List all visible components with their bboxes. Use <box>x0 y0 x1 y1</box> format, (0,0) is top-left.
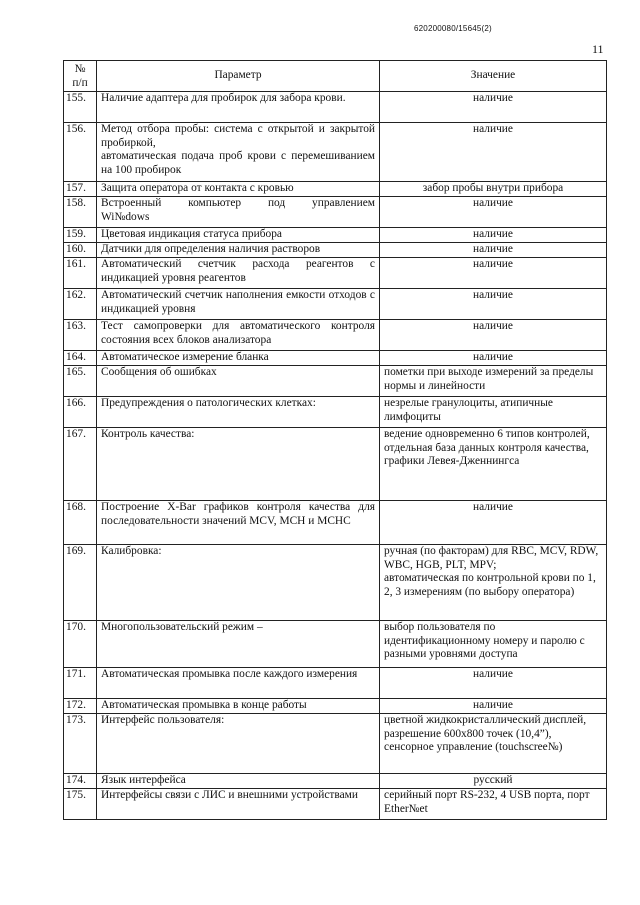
row-number: 163. <box>64 320 97 351</box>
row-value: пометки при выходе измерений за пределы нормы и линейности <box>380 366 607 397</box>
row-parameter: Сообщения об ошибках <box>97 366 380 397</box>
row-number: 158. <box>64 197 97 228</box>
row-number: 165. <box>64 366 97 397</box>
table-row <box>64 197 607 228</box>
row-value: наличие <box>380 320 607 351</box>
header-number: № п/п <box>64 61 97 92</box>
row-value: наличие <box>380 501 607 545</box>
row-parameter: Автоматический счетчик наполнения емкости отходов с индикацией уровня <box>97 289 380 320</box>
row-value: серийный порт RS-232, 4 USB порта, порт Ether№et <box>380 789 607 820</box>
row-number: 172. <box>64 699 97 714</box>
row-number: 170. <box>64 621 97 668</box>
row-parameter: Автоматический счетчик расхода реагентов с индикацией уровня реагентов <box>97 258 380 289</box>
row-number: 164. <box>64 351 97 366</box>
row-value: наличие <box>380 228 607 243</box>
row-parameter: Метод отбора пробы: система с открытой и закрытой пробиркой, автоматическая подача проб крови с перемешиванием на 100 пробирок <box>97 123 380 182</box>
row-number: 168. <box>64 501 97 545</box>
row-parameter: Наличие адаптера для пробирок для забора крови. <box>97 92 380 123</box>
row-value: наличие <box>380 123 607 182</box>
header-value: Значение <box>380 61 607 92</box>
row-value: наличие <box>380 351 607 366</box>
row-parameter: Цветовая индикация статуса прибора <box>97 228 380 243</box>
table-row <box>64 92 607 123</box>
row-parameter: Датчики для определения наличия растворов <box>97 243 380 258</box>
table-row <box>64 789 607 820</box>
row-parameter: Встроенный компьютер под управлением Wi№dows <box>97 197 380 228</box>
row-parameter: Калибровка: <box>97 545 380 621</box>
row-value: незрелые гранулоциты, атипичные лимфоциты <box>380 397 607 428</box>
row-number: 175. <box>64 789 97 820</box>
table-row <box>64 714 607 774</box>
table-row <box>64 366 607 397</box>
table-row <box>64 123 607 182</box>
row-value: наличие <box>380 243 607 258</box>
row-number: 174. <box>64 774 97 789</box>
table-row <box>64 182 607 197</box>
row-parameter: Интерфейсы связи с ЛИС и внешними устройствами <box>97 789 380 820</box>
row-number: 171. <box>64 668 97 699</box>
row-number: 169. <box>64 545 97 621</box>
row-number: 161. <box>64 258 97 289</box>
table-row <box>64 501 607 545</box>
row-parameter: Интерфейс пользователя: <box>97 714 380 774</box>
row-parameter: Автоматическое измерение бланка <box>97 351 380 366</box>
row-number: 166. <box>64 397 97 428</box>
row-value: цветной жидкокристаллический дисплей, разрешение 600x800 точек (10,4”), сенсорное управление (touchscree№) <box>380 714 607 774</box>
table-row <box>64 351 607 366</box>
row-number: 173. <box>64 714 97 774</box>
row-number: 160. <box>64 243 97 258</box>
parameters-table <box>63 60 607 820</box>
row-number: 162. <box>64 289 97 320</box>
row-value: русский <box>380 774 607 789</box>
table-row <box>64 774 607 789</box>
row-parameter: Защита оператора от контакта с кровью <box>97 182 380 197</box>
row-number: 159. <box>64 228 97 243</box>
row-parameter: Язык интерфейса <box>97 774 380 789</box>
row-value: наличие <box>380 289 607 320</box>
table-header-row <box>64 61 607 92</box>
table-row <box>64 428 607 501</box>
table-row <box>64 668 607 699</box>
row-parameter: Контроль качества: <box>97 428 380 501</box>
table-row <box>64 320 607 351</box>
row-number: 167. <box>64 428 97 501</box>
row-value: наличие <box>380 92 607 123</box>
table-row <box>64 397 607 428</box>
page-number: 11 <box>592 42 604 56</box>
row-parameter: Построение X-Bar графиков контроля качества для последовательности значений MCV, MCH и MCHC <box>97 501 380 545</box>
row-number: 155. <box>64 92 97 123</box>
table-row <box>64 289 607 320</box>
row-value: наличие <box>380 197 607 228</box>
header-parameter: Параметр <box>97 61 380 92</box>
row-parameter: Автоматическая промывка после каждого измерения <box>97 668 380 699</box>
row-value: ведение одновременно 6 типов контролей, отдельная база данных контроля качества, графики Левея-Дженнингса <box>380 428 607 501</box>
row-value: наличие <box>380 668 607 699</box>
row-number: 156. <box>64 123 97 182</box>
row-parameter: Автоматическая промывка в конце работы <box>97 699 380 714</box>
table-row <box>64 243 607 258</box>
row-value: выбор пользователя по идентификационному номеру и паролю с разными уровнями доступа <box>380 621 607 668</box>
row-number: 157. <box>64 182 97 197</box>
row-value: наличие <box>380 699 607 714</box>
table-row <box>64 621 607 668</box>
row-value: ручная (по факторам) для RBC, MCV, RDW, WBC, HGB, PLT, MPV; автоматическая по контрольной крови по 1, 2, 3 измерениям (по выбору оператора) <box>380 545 607 621</box>
table-row <box>64 545 607 621</box>
table-row <box>64 258 607 289</box>
document-code: 620200080/15645(2) <box>414 24 492 33</box>
row-parameter: Тест самопроверки для автоматического контроля состояния всех блоков анализатора <box>97 320 380 351</box>
row-value: наличие <box>380 258 607 289</box>
row-value: забор пробы внутри прибора <box>380 182 607 197</box>
row-parameter: Многопользовательский режим – <box>97 621 380 668</box>
table-row <box>64 228 607 243</box>
row-parameter: Предупреждения о патологических клетках: <box>97 397 380 428</box>
table-row <box>64 699 607 714</box>
